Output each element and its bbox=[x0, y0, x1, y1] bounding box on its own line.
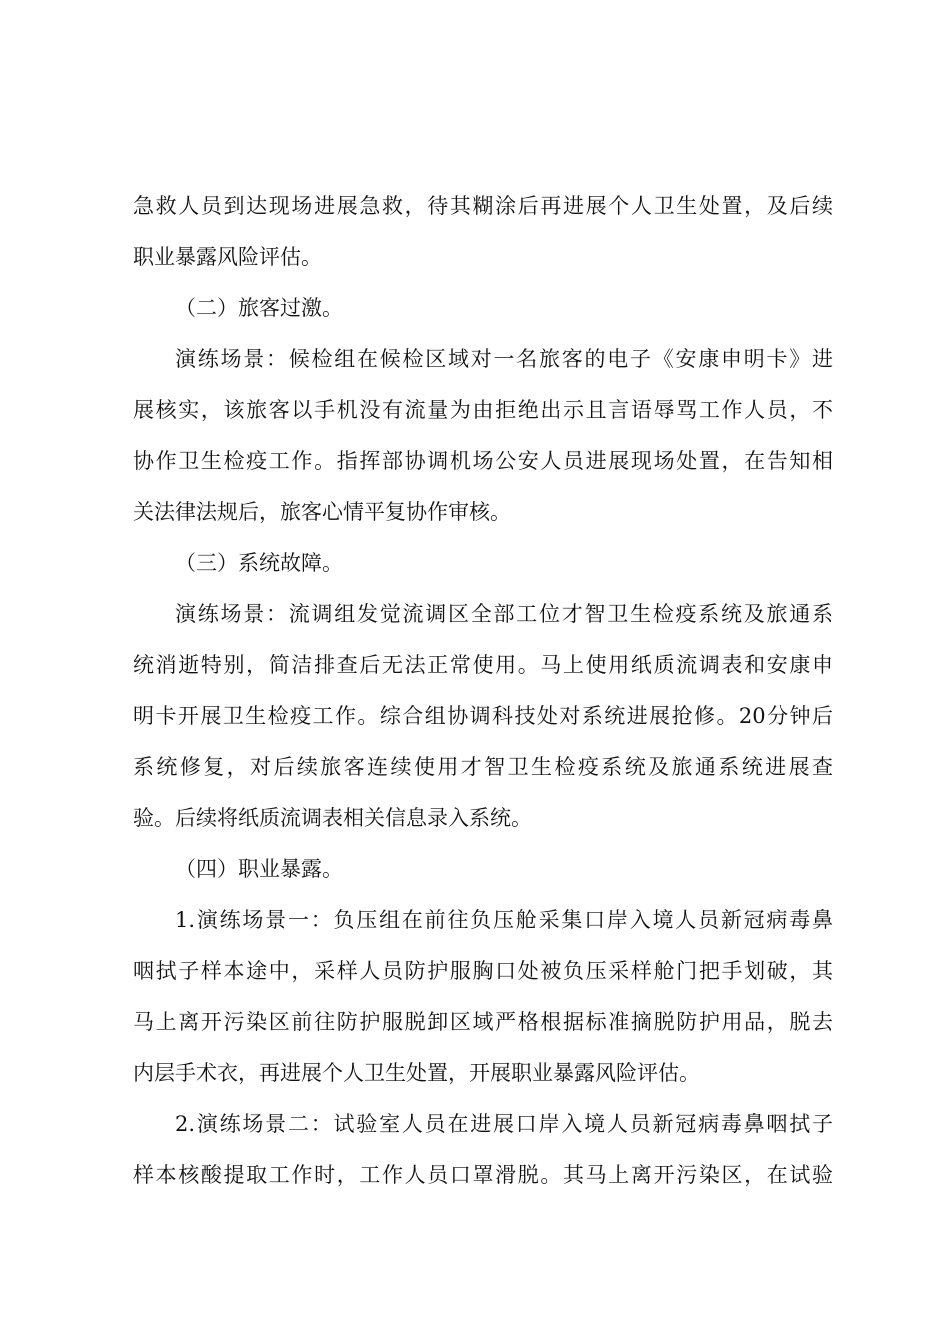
section-heading bbox=[133, 844, 833, 895]
section-heading bbox=[133, 283, 833, 334]
text-line: 展核实，该旅客以手机没有流量为由拒绝出示且言语辱骂工作人员，不 bbox=[133, 398, 833, 422]
text-line: 职业暴露风险评估。 bbox=[133, 245, 322, 269]
paragraph-continuation bbox=[133, 181, 833, 283]
text-line: 系统修复，对后续旅客连续使用才智卫生检疫系统及旅通系统进展查 bbox=[133, 755, 833, 779]
text-line: （三）系统故障。 bbox=[175, 551, 343, 575]
text-line: 关法律法规后，旅客心情平复协作审核。 bbox=[133, 500, 511, 524]
text-line: 咽拭子样本途中，采样人员防护服胸口处被负压采样舱门把手划破，其 bbox=[133, 959, 833, 983]
text-line: 样本核酸提取工作时，工作人员口罩滑脱。其马上离开污染区，在试验 bbox=[133, 1163, 833, 1187]
text-line: 内层手术衣，再进展个人卫生处置，开展职业暴露风险评估。 bbox=[133, 1061, 700, 1085]
text-line: 1.演练场景一：负压组在前往负压舱采集口岸入境人员新冠病毒鼻 bbox=[175, 908, 833, 932]
paragraph bbox=[133, 589, 833, 844]
text-line: 2.演练场景二：试验室人员在进展口岸入境人员新冠病毒鼻咽拭子 bbox=[175, 1112, 833, 1136]
paragraph bbox=[133, 895, 833, 1099]
text-line: 协作卫生检疫工作。指挥部协调机场公安人员进展现场处置，在告知相 bbox=[133, 449, 833, 473]
text-line: 演练场景：候检组在候检区域对一名旅客的电子《安康申明卡》进 bbox=[175, 347, 833, 371]
paragraph bbox=[133, 1099, 833, 1201]
text-line: 马上离开污染区前往防护服脱卸区域严格根据标准摘脱防护用品，脱去 bbox=[133, 1010, 833, 1034]
text-line: （二）旅客过激。 bbox=[175, 296, 343, 320]
text-line: 统消逝特别，简洁排查后无法正常使用。马上使用纸质流调表和安康申 bbox=[133, 653, 833, 677]
text-line: 急救人员到达现场进展急救，待其糊涂后再进展个人卫生处置，及后续 bbox=[133, 194, 833, 218]
text-line: 明卡开展卫生检疫工作。综合组协调科技处对系统进展抢修。20分钟后 bbox=[133, 704, 833, 728]
document-body bbox=[133, 181, 833, 1201]
text-line: 验。后续将纸质流调表相关信息录入系统。 bbox=[133, 806, 532, 830]
text-line: 演练场景：流调组发觉流调区全部工位才智卫生检疫系统及旅通系 bbox=[175, 602, 833, 626]
section-heading bbox=[133, 538, 833, 589]
paragraph bbox=[133, 334, 833, 538]
text-line: （四）职业暴露。 bbox=[175, 857, 343, 881]
